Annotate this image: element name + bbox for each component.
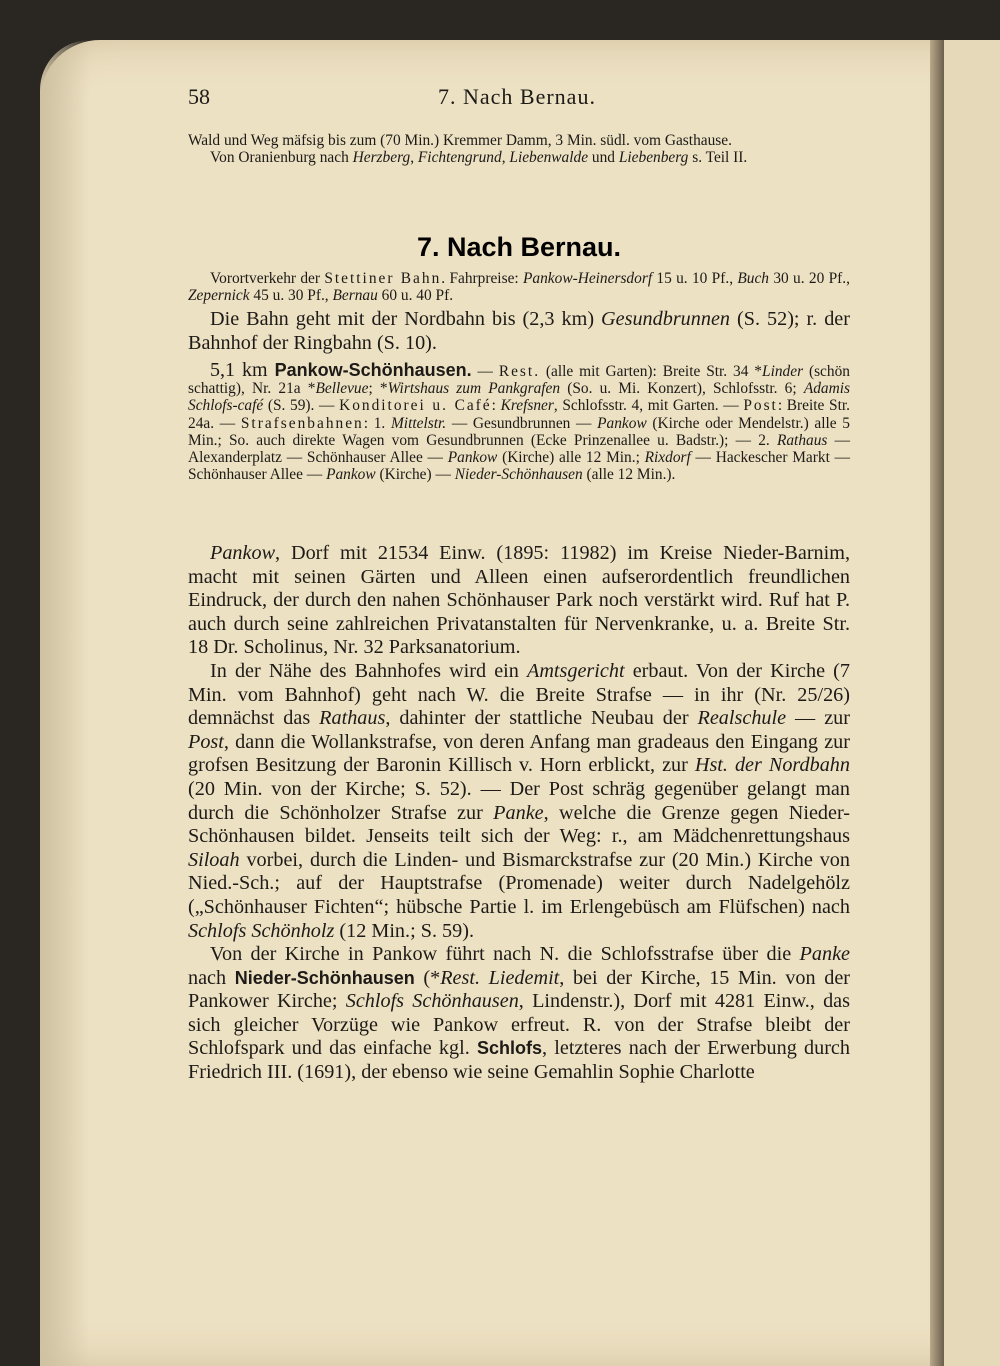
intro-paragraph-1: Wald und Weg mäfsig bis zum (70 Min.) Kremmer Damm, 3 Min. südl. vom Gasthause. xyxy=(188,132,732,149)
paragraph-pankow: Pankow, Dorf mit 21534 Einw. (1895: 11982) im Kreise Nieder-Barnim, macht mit seinen Gärten und Alleen einen aufserordentlich freundlichen Eindruck, der durch den nahen Schönhauser Park noch verstärkt wird. Ruf hat P. auch durch seine zahlreichen Privatanstalten für Nervenkranke, u. a. Breite Str. 18 Dr. Scholinus, Nr. 32 Parksanatorium. xyxy=(188,542,850,659)
main-text xyxy=(188,542,850,1085)
route-block xyxy=(188,308,850,355)
paragraph-kirche: Von der Kirche in Pankow führt nach N. die Schlofsstrafse über die Panke nach Nieder-Schönhausen (*Rest. Liedemit, bei der Kirche, 15 Min. von der Pankower Kirche; Schlofs Schönhausen, Lindenstr.), Dorf mit 4281 Einw., das sich gleicher Vorzüge wie Pankow erfreut. R. von der Strafse bleibt der Schlofspark und das einfache kgl. Schlofs, letzteres nach der Erwerbung durch Friedrich III. (1691), der ebenso wie seine Gemahlin Sophie Charlotte xyxy=(188,943,851,1084)
facing-page-edge xyxy=(944,40,1000,1366)
fares-block xyxy=(188,270,850,304)
book-gutter xyxy=(930,40,944,1366)
running-head: 7. Nach Bernau. xyxy=(438,84,596,109)
page-number: 58 xyxy=(188,84,210,109)
intro-paragraph-2: Von Oranienburg nach Herzberg, Fichtengrund, Liebenwalde und Liebenberg s. Teil II. xyxy=(210,149,748,167)
station-paragraph: 5,1 km Pankow-Schönhausen. — Rest. (alle mit Garten): Breite Str. 34 *Linder (schön schattig), Nr. 21a *Bellevue; *Wirtshaus zum Pankgrafen (So. u. Mi. Konzert), Schlofsstr. 6; Adamis Schlofs-café (S. 59). — Konditorei u. Café: Krefsner, Schlofsstr. 4, mit Garten. — Post: Breite Str. 24a. — Strafsenbahnen: 1. Mittelstr. — Gesundbrunnen — Pankow (Kirche oder Mendelstr.) alle 5 Min.; So. auch direkte Wagen vom Gesundbrunnen (Ecke Prinzenallee u. Badstr.); — 2. Rathaus — Alexanderplatz — Schönhauser Allee — Pankow (Kirche) alle 12 Min.; Rixdorf — Hackescher Markt — Schönhauser Allee — Pankow (Kirche) — Nieder-Schönhausen (alle 12 Min.). xyxy=(188,359,851,484)
intro-block xyxy=(188,132,850,166)
route-paragraph: Die Bahn geht mit der Nordbahn bis (2,3 km) Gesundbrunnen (S. 52); r. der Bahnhof der Ringbahn (S. 10). xyxy=(188,308,850,354)
station-name: Pankow-Schönhausen. xyxy=(274,360,472,380)
section-title: 7. Nach Bernau. xyxy=(416,232,622,262)
page-header xyxy=(188,84,850,114)
page-fold-shadow xyxy=(40,40,90,1366)
fares-paragraph: Vorortverkehr der Stettiner Bahn. Fahrpreise: Pankow-Heinersdorf 15 u. 10 Pf., Buch 30 u. 20 Pf., Zepernick 45 u. 30 Pf., Bernau 60 u. 40 Pf. xyxy=(188,270,850,305)
paragraph-amtsgericht: In der Nähe des Bahnhofes wird ein Amtsgericht erbaut. Von der Kirche (7 Min. vom Bahnhof) geht nach W. die Breite Strafse — in ihr (Nr. 25/26) demnächst das Rathaus, dahinter der stattliche Neubau der Realschule — zur Post, dann die Wollankstrafse, von deren Anfang man gradeaus den Eingang zur grofsen Besitzung der Baronin Killisch v. Horn erblickt, zur Hst. der Nordbahn (20 Min. von der Kirche; S. 52). — Der Post schräg gegenüber gelangt man durch die Schönholzer Strafse zur Panke, welche die Grenze gegen Nieder-Schönhausen bildet. Jenseits teilt sich der Weg: r., am Mädchenrettungshaus Siloah vorbei, durch die Linden- und Bismarckstrafse zur (20 Min.) Kirche von Nied.-Sch.; auf der Hauptstrafse (Promenade) weiter durch Nadelgehölz („Schönhauser Fichten“; hübsche Partie l. im Erlengebüsch am Flüfschen) nach Schlofs Schönholz (12 Min.; S. 59). xyxy=(188,659,851,942)
station-block xyxy=(188,359,851,484)
